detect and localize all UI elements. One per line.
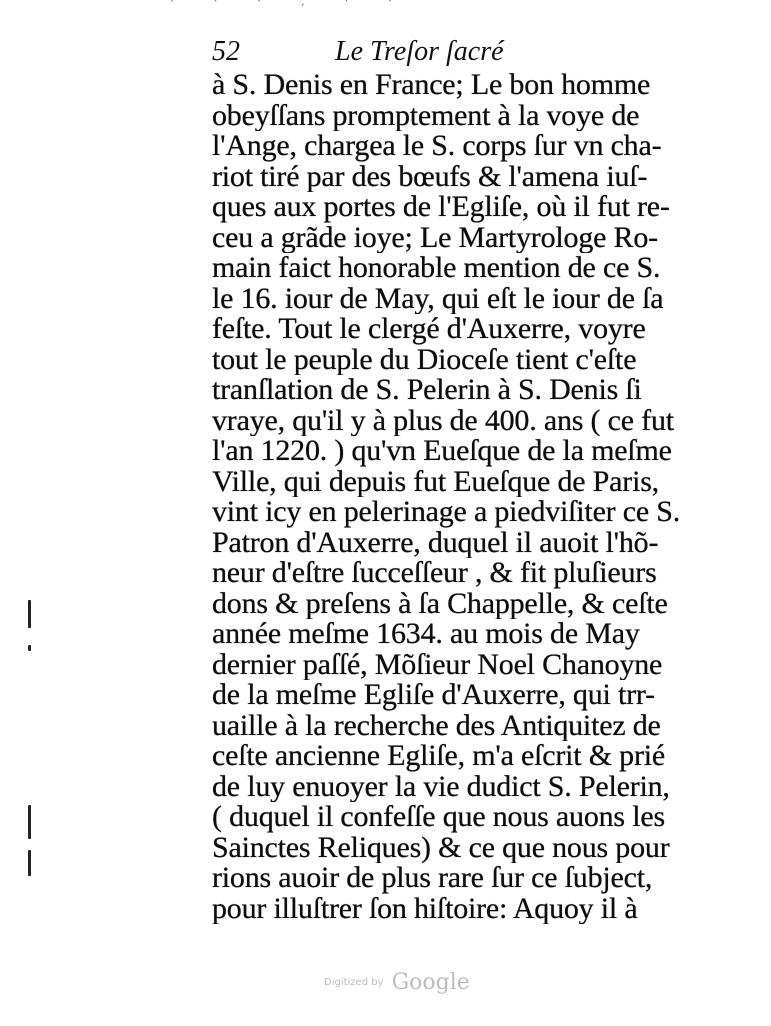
- text-line: dernier paſſé, Mõſieur Noel Chanoyne: [212, 649, 663, 680]
- digitized-by-google-watermark: [324, 970, 484, 1000]
- text-line: pour illuſtrer ſon hiſtoire: Aquoy il à: [212, 893, 638, 924]
- text-line: l'Ange, chargea le S. corps ſur vn cha-: [212, 131, 662, 162]
- text-line: ( duquel il confeſſe que nous auons les: [212, 802, 665, 833]
- page-number: 52: [212, 36, 240, 67]
- text-line: année meſme 1634. au mois de May: [212, 619, 640, 650]
- text-line: le 16. iour de May, qui eſt le iour de ſa: [212, 283, 664, 314]
- text-line: riot tiré par des bœufs & l'amena iuſ-: [212, 161, 648, 192]
- text-line: ceſte ancienne Egliſe, m'a eſcrit & prié: [212, 741, 666, 772]
- text-line: à S. Denis en France; Le bon homme: [212, 70, 651, 101]
- text-line: vint icy en pelerinage a piedviſiter ce S.: [212, 497, 681, 528]
- text-line: uaille à la recherche des Antiquitez de: [212, 710, 661, 741]
- google-logo: Google: [391, 970, 470, 995]
- text-line: de luy enuoyer la vie dudict S. Pelerin,: [212, 771, 670, 802]
- text-line: l'an 1220. ) qu'vn Eueſque de la meſme: [212, 436, 672, 467]
- body-text: [212, 70, 682, 924]
- text-line: ques aux portes de l'Egliſe, où il fut re-: [212, 192, 670, 223]
- text-line: Ville, qui depuis fut Eueſque de Paris,: [212, 466, 659, 497]
- text-line: de la meſme Egliſe d'Auxerre, qui trr-: [212, 680, 655, 711]
- text-line: Patron d'Auxerre, duquel il auoit l'hõ-: [212, 527, 659, 558]
- previous-page-bleed: · · · ‚ · ·: [170, 0, 410, 8]
- text-line: feſte. Tout le clergé d'Auxerre, voyre: [212, 314, 646, 345]
- gutter-marks: [28, 600, 40, 920]
- text-line: Sainctes Reliques) & ce que nous pour: [212, 832, 670, 863]
- text-line: main faict honorable mention de ce S.: [212, 253, 661, 284]
- gutter-mark: [28, 645, 31, 651]
- watermark-prefix: Digitized by: [324, 977, 384, 988]
- text-line: dons & preſens à ſa Chappelle, & ceſte: [212, 588, 668, 619]
- text-line: tout le peuple du Dioceſe tient c'eſte: [212, 344, 637, 375]
- text-line: tranſlation de S. Pelerin à S. Denis ſi: [212, 375, 642, 406]
- gutter-mark: [28, 600, 31, 628]
- text-line: ceu a grãde ioye; Le Martyrologe Ro-: [212, 222, 658, 253]
- text-line: rions auoir de plus rare ſur ce ſubject,: [212, 863, 653, 894]
- text-line: obeyſſans promptement à la voye de: [212, 100, 640, 131]
- gutter-mark: [28, 850, 31, 876]
- running-title: Le Treſor ſacré: [335, 36, 504, 67]
- text-line: neur d'eſtre ſucceſſeur , & fit pluſieurs: [212, 558, 657, 589]
- gutter-mark: [28, 805, 31, 839]
- text-line: vraye, qu'il y à plus de 400. ans ( ce fut: [212, 405, 674, 436]
